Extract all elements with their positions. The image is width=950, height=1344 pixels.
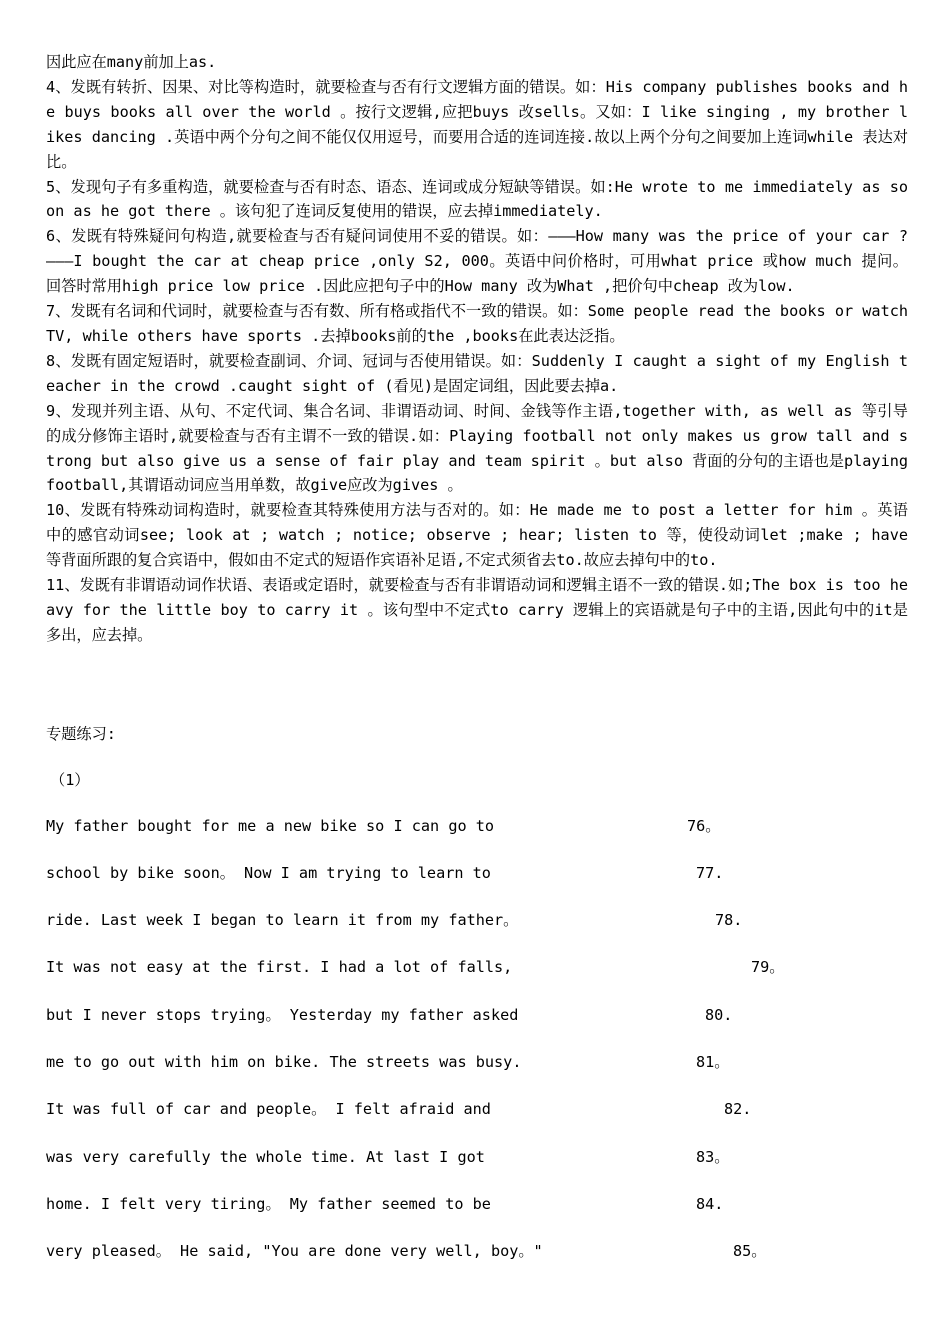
- paragraph-rule-6: 6、发既有特殊疑问句构造,就要检查与否有疑问词使用不妥的错误。如：———How many was the price of your car ?———I bought the car at cheap price ,only S2, 000。英语中问价格时，可用what price 或how much 提问。回答时常用high price low price .因此应把句子中的How many 改为What ,把价句中cheap 改为low.: [46, 227, 908, 296]
- exercise-line: [46, 861, 908, 885]
- exercise-line-number: 84.: [696, 1195, 724, 1213]
- exercise-line: [46, 1239, 908, 1263]
- exercise-line-text: It was not easy at the first. I had a lot of falls,: [46, 958, 513, 976]
- exercise-line-number: 77.: [696, 864, 724, 882]
- document-page: [46, 50, 908, 1260]
- exercise-line: [46, 814, 908, 838]
- exercise-line: [46, 1192, 908, 1216]
- exercise-label: （1）: [50, 771, 90, 789]
- paragraph-rule-9: 9、发现并列主语、从句、不定代词、集合名词、非谓语动词、时间、金钱等作主语,together with, as well as 等引导的成分修饰主语时,就要检查与否有主谓不一致的错误.如：Playing football not only makes us grow tall and strong but also give us a sense of fair play and team spirit 。but also 背面的分句的主语也是playing football,其谓语动词应当用单数，故give应改为gives 。: [46, 401, 908, 495]
- exercise-line-text: but I never stops trying。 Yesterday my father asked: [46, 1006, 519, 1024]
- exercise-line-number: 78.: [715, 911, 743, 929]
- exercise-line: [46, 1050, 908, 1074]
- paragraph-rule-7: 7、发既有名词和代词时，就要检查与否有数、所有格或指代不一致的错误。如：Some people read the books or watch TV, while others have sports .去掉books前的the ,books在此表达泛指。: [46, 302, 908, 345]
- exercise-line-number: 80.: [705, 1006, 733, 1024]
- exercise-line: [46, 1097, 908, 1121]
- exercise-line-number: 85。: [733, 1242, 767, 1260]
- exercise-line-text: school by bike soon。 Now I am trying to learn to: [46, 864, 491, 882]
- exercise-line: [46, 1003, 908, 1027]
- rules-section: [46, 50, 908, 648]
- exercise-line-text: very pleased。 He said, "You are done very well, boy。": [46, 1242, 543, 1260]
- exercise-line: [46, 1145, 908, 1169]
- exercise-line-text: was very carefully the whole time. At last I got: [46, 1148, 485, 1166]
- paragraph-rule-5: 5、发现句子有多重构造，就要检查与否有时态、语态、连词或成分短缺等错误。如:He wrote to me immediately as soon as he got there 。该句犯了连词反复使用的错误，应去掉immediately.: [46, 177, 908, 221]
- exercise-line-text: home. I felt very tiring。 My father seemed to be: [46, 1195, 491, 1213]
- exercise-line-number: 82.: [724, 1100, 752, 1118]
- exercise-line-text: ride. Last week I began to learn it from my father。: [46, 911, 519, 929]
- section-title: 专题练习:: [46, 725, 116, 743]
- exercise-line-text: me to go out with him on bike. The streets was busy.: [46, 1053, 522, 1071]
- paragraph-rule-8: 8、发既有固定短语时，就要检查副词、介词、冠词与否使用错误。如：Suddenly I caught a sight of my English teacher in the crowd .caught sight of (看见)是固定词组，因此要去掉a.: [46, 351, 908, 395]
- exercise-line-text: My father bought for me a new bike so I can go to: [46, 817, 495, 835]
- exercise-line-number: 79。: [751, 958, 785, 976]
- exercise-line: [46, 908, 908, 932]
- paragraph-rule-11: 11、发既有非谓语动词作状语、表语或定语时，就要检查与否有非谓语动词和逻辑主语不一致的错误.如;The box is too heavy for the little boy to carry it 。该句型中不定式to carry 逻辑上的宾语就是句子中的主语,因此句中的it是多出，应去掉。: [46, 576, 908, 644]
- paragraph-rule-4: 4、发既有转折、因果、对比等构造时，就要检查与否有行文逻辑方面的错误。如：His company publishes books and he buys books all over the world 。按行文逻辑,应把buys 改sells。又如：I like singing , my brother likes dancing .英语中两个分句之间不能仅仅用逗号，而要用合适的连词连接.故以上两个分句之间要加上连词while 表达对比。: [46, 77, 908, 171]
- exercise-line: [46, 955, 908, 979]
- paragraph-rule-10: 10、发既有特殊动词构造时，就要检查其特殊使用方法与否对的。如：He made me to post a letter for him 。英语中的感官动词see; look at ; watch ; notice; observe ; hear; listen to 等，使役动词let ;make ; have 等背面所跟的复合宾语中，假如由不定式的短语作宾语补足语,不定式须省去to.故应去掉句中的to.: [46, 501, 908, 570]
- exercise-line-number: 76。: [687, 817, 721, 835]
- exercise-line-number: 83。: [696, 1148, 730, 1166]
- paragraph-continuation: 因此应在many前加上as.: [46, 53, 217, 71]
- exercise-line-text: It was full of car and people。 I felt afraid and: [46, 1100, 491, 1118]
- exercise-line-number: 81。: [696, 1053, 730, 1071]
